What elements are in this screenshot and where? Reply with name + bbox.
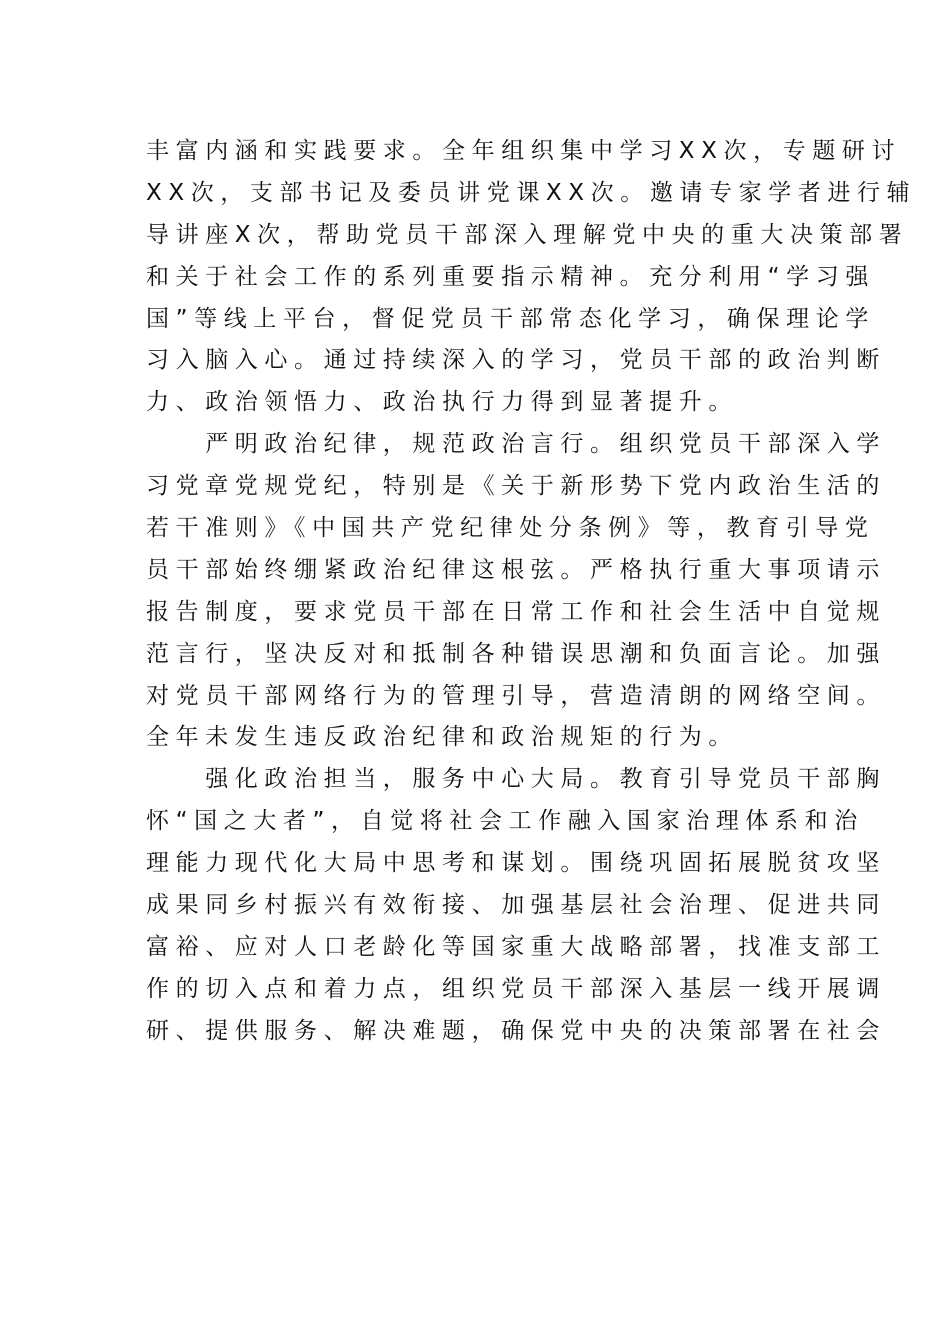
text-line: XX次，支部书记及委员讲党课XX次。邀请专家学者进行辅 — [146, 179, 917, 206]
paragraph-political-discipline — [146, 424, 886, 759]
text-line: 报告制度，要求党员干部在日常工作和社会生活中自觉规 — [146, 598, 886, 625]
text-line: 和关于社会工作的系列重要指示精神。充分利用“学习强 — [146, 263, 875, 290]
text-line: 富裕、应对人口老龄化等国家重大战略部署，找准支部工 — [146, 933, 886, 960]
text-line: 力、政治领悟力、政治执行力得到显著提升。 — [146, 389, 738, 416]
text-line: 员干部始终绷紧政治纪律这根弦。严格执行重大事项请示 — [146, 556, 886, 583]
paragraph-study — [146, 131, 917, 424]
text-line: 严明政治纪律，规范政治言行。组织党员干部深入学 — [146, 431, 886, 458]
document-body — [146, 131, 917, 1053]
text-line: 范言行，坚决反对和抵制各种错误思潮和负面言论。加强 — [146, 640, 886, 667]
text-line: 成果同乡村振兴有效衔接、加强基层社会治理、促进共同 — [146, 892, 886, 919]
text-line: 对党员干部网络行为的管理引导，营造清朗的网络空间。 — [146, 682, 886, 709]
text-line: 国”等线上平台，督促党员干部常态化学习，确保理论学 — [146, 305, 875, 332]
text-line: 全年未发生违反政治纪律和政治规矩的行为。 — [146, 724, 738, 751]
text-line: 理能力现代化大局中思考和谋划。围绕巩固拓展脱贫攻坚 — [146, 850, 886, 877]
text-line: 作的切入点和着力点，组织党员干部深入基层一线开展调 — [146, 975, 886, 1002]
text-line: 导讲座X次，帮助党员干部深入理解党中央的重大决策部署 — [146, 221, 909, 248]
text-line: 若干准则》《中国共产党纪律处分条例》等，教育引导党 — [146, 515, 875, 542]
text-line: 强化政治担当，服务中心大局。教育引导党员干部胸 — [146, 766, 886, 793]
paragraph-political-responsibility — [146, 759, 886, 1052]
text-line: 丰富内涵和实践要求。全年组织集中学习XX次，专题研讨 — [146, 138, 902, 164]
text-line: 怀“国之大者”，自觉将社会工作融入国家治理体系和治 — [146, 808, 864, 835]
text-line: 研、提供服务、解决难题，确保党中央的决策部署在社会 — [146, 1017, 886, 1044]
text-line: 习入脑入心。通过持续深入的学习，党员干部的政治判断 — [146, 347, 886, 374]
text-line: 习党章党规党纪，特别是《关于新形势下党内政治生活的 — [146, 473, 886, 500]
